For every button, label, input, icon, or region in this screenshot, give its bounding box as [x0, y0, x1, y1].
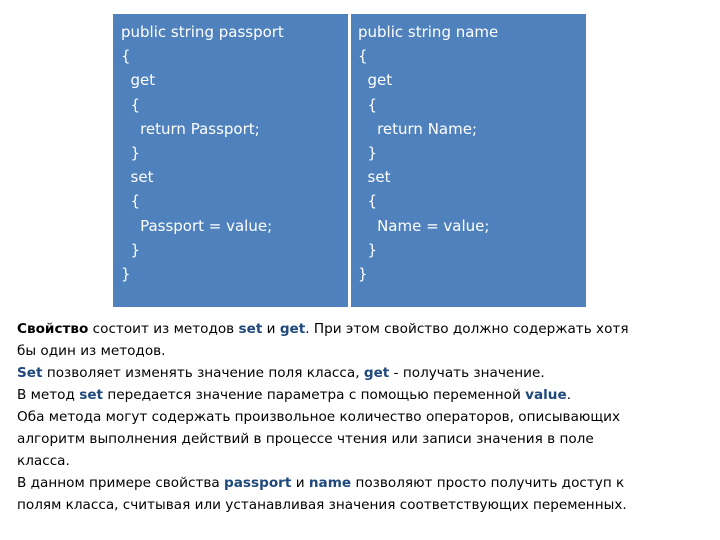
code-line: return Name; — [358, 119, 478, 138]
text-run: . — [566, 387, 572, 403]
code-line: get — [121, 71, 156, 90]
code-line: { — [121, 192, 141, 211]
code-line: } — [358, 265, 368, 284]
description-line — [17, 318, 707, 340]
keyword-get: get — [363, 365, 390, 381]
code-line: } — [121, 240, 141, 259]
description-line — [17, 384, 707, 406]
code-line: { — [121, 95, 141, 114]
description-line: бы один из методов. — [17, 343, 166, 359]
code-line: { — [358, 47, 368, 66]
description-line: Оба метода могут содержать произвольное количество операторов, описывающих — [17, 409, 621, 425]
code-line: set — [358, 168, 391, 187]
code-line: { — [121, 47, 131, 66]
code-line: get — [358, 71, 393, 90]
description-line: алгоритм выполнения действий в процессе чтения или записи значения в поле — [17, 431, 594, 447]
code-line: public string name — [358, 23, 499, 41]
code-cell-name — [351, 14, 586, 307]
text-run: позволяет изменять значение поля класса, — [42, 365, 364, 381]
text-run: . При этом свойство должно содержать хотя — [305, 321, 629, 337]
keyword-set: Set — [17, 365, 43, 381]
text-run: В данном примере свойства — [17, 475, 225, 491]
code-table — [113, 14, 586, 307]
keyword-name: name — [308, 475, 352, 491]
keyword-set: set — [238, 321, 263, 337]
code-cell-passport — [113, 14, 348, 307]
code-line: { — [358, 95, 378, 114]
code-line: } — [358, 144, 378, 163]
text-run: и — [262, 321, 280, 337]
code-line: Passport = value; — [121, 216, 273, 235]
description-line — [17, 472, 707, 494]
description-line: класса. — [17, 453, 70, 469]
code-line: { — [358, 192, 378, 211]
code-line: public string passport — [121, 23, 284, 41]
text-run: передается значение параметра с помощью переменной — [103, 387, 526, 403]
code-line: return Passport; — [121, 119, 260, 138]
code-line: } — [121, 265, 131, 284]
code-line: set — [121, 168, 154, 187]
description-text — [17, 318, 707, 516]
description-line — [17, 362, 707, 384]
term-property: Свойство — [17, 321, 89, 337]
text-run: - получать значение. — [389, 365, 545, 381]
text-run: и — [291, 475, 309, 491]
keyword-passport: passport — [224, 475, 292, 491]
keyword-get: get — [279, 321, 306, 337]
text-run: позволяют просто получить доступ к — [351, 475, 625, 491]
text-run: состоит из методов — [88, 321, 239, 337]
text-run: В метод — [17, 387, 80, 403]
code-line: Name = value; — [358, 216, 490, 235]
keyword-set: set — [79, 387, 104, 403]
keyword-value: value — [525, 387, 567, 403]
code-line: } — [121, 144, 141, 163]
code-line: } — [358, 240, 378, 259]
description-line: полям класса, считывая или устанавливая значения соответствующих переменных. — [17, 497, 627, 513]
